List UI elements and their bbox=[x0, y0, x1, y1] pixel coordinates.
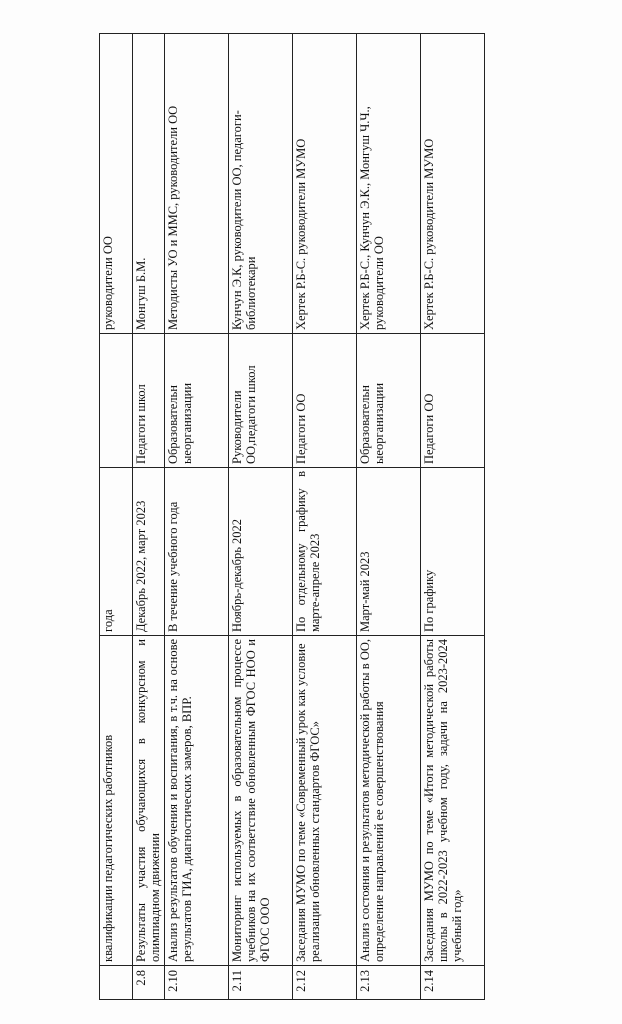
responsible-cell: руководители ОО bbox=[100, 34, 133, 334]
row-number: 2.14 bbox=[421, 966, 485, 1000]
row-number: 2.10 bbox=[165, 966, 229, 1000]
plan-table bbox=[99, 33, 485, 1000]
table-row bbox=[293, 34, 357, 1000]
event-cell: Анализ состояния и результатов методической работы в ОО, определение направлений ее совершенствования bbox=[357, 636, 421, 966]
table-row bbox=[357, 34, 421, 1000]
table-row bbox=[100, 34, 133, 1000]
participants-cell: Педагоги ОО bbox=[421, 334, 485, 468]
participants-cell: Педагоги школ bbox=[133, 334, 165, 468]
participants-cell bbox=[100, 334, 133, 468]
participants-cell: Образовательн ыеорганизации bbox=[357, 334, 421, 468]
table-row bbox=[165, 34, 229, 1000]
event-cell: Анализ результатов обучения и воспитания, в т.ч. на основе результатов ГИА, диагностических замеров, ВПР. bbox=[165, 636, 229, 966]
term-cell: По отдельному графику в марте-апреле 2023 bbox=[293, 468, 357, 636]
responsible-cell: Методисты УО и ММС, руководители ОО bbox=[165, 34, 229, 334]
responsible-cell: Монгуш Б.М. bbox=[133, 34, 165, 334]
term-cell: По графику bbox=[421, 468, 485, 636]
table-row bbox=[421, 34, 485, 1000]
participants-cell: Образовательн ыеорганизации bbox=[165, 334, 229, 468]
participants-cell: Руководители ОО,педагоги школ bbox=[229, 334, 293, 468]
term-cell: Март-май 2023 bbox=[357, 468, 421, 636]
rotated-table-frame bbox=[99, 34, 464, 1000]
responsible-cell: Хертек Р.Б-С. руководители МУМО bbox=[421, 34, 485, 334]
event-cell: Результаты участия обучающихся в конкурсном и олимпиадном движении bbox=[133, 636, 165, 966]
responsible-cell: Хертек Р.Б-С. руководители МУМО bbox=[293, 34, 357, 334]
event-cell: Заседания МУМО по теме «Итоги методической работы школы в 2022-2023 учебном году, задачи на 2023-2024 учебный год» bbox=[421, 636, 485, 966]
table-row bbox=[133, 34, 165, 1000]
term-cell: В течение учебного года bbox=[165, 468, 229, 636]
table-row bbox=[229, 34, 293, 1000]
row-number bbox=[100, 966, 133, 1000]
row-number: 2.12 bbox=[293, 966, 357, 1000]
row-number: 2.13 bbox=[357, 966, 421, 1000]
term-cell: Ноябрь-декабрь 2022 bbox=[229, 468, 293, 636]
event-cell: Мониторинг используемых в образовательном процессе учебников на их соответствие обновленным ФГОС НОО и ФГОС ООО bbox=[229, 636, 293, 966]
term-cell: года bbox=[100, 468, 133, 636]
event-cell: Заседания МУМО по теме «Современный урок как условие реализации обновленных стандартов ФГОС» bbox=[293, 636, 357, 966]
row-number: 2.11 bbox=[229, 966, 293, 1000]
row-number: 2.8 bbox=[133, 966, 165, 1000]
term-cell: Декабрь 2022, март 2023 bbox=[133, 468, 165, 636]
responsible-cell: Кунчун Э.К, руководители ОО, педагоги-библиотекари bbox=[229, 34, 293, 334]
responsible-cell: Хертек Р.Б-С., Кунчун Э.К., Монгуш Ч.Ч., руководители ОО bbox=[357, 34, 421, 334]
participants-cell: Педагоги ОО bbox=[293, 334, 357, 468]
event-cell: квалификации педагогических работников bbox=[100, 636, 133, 966]
